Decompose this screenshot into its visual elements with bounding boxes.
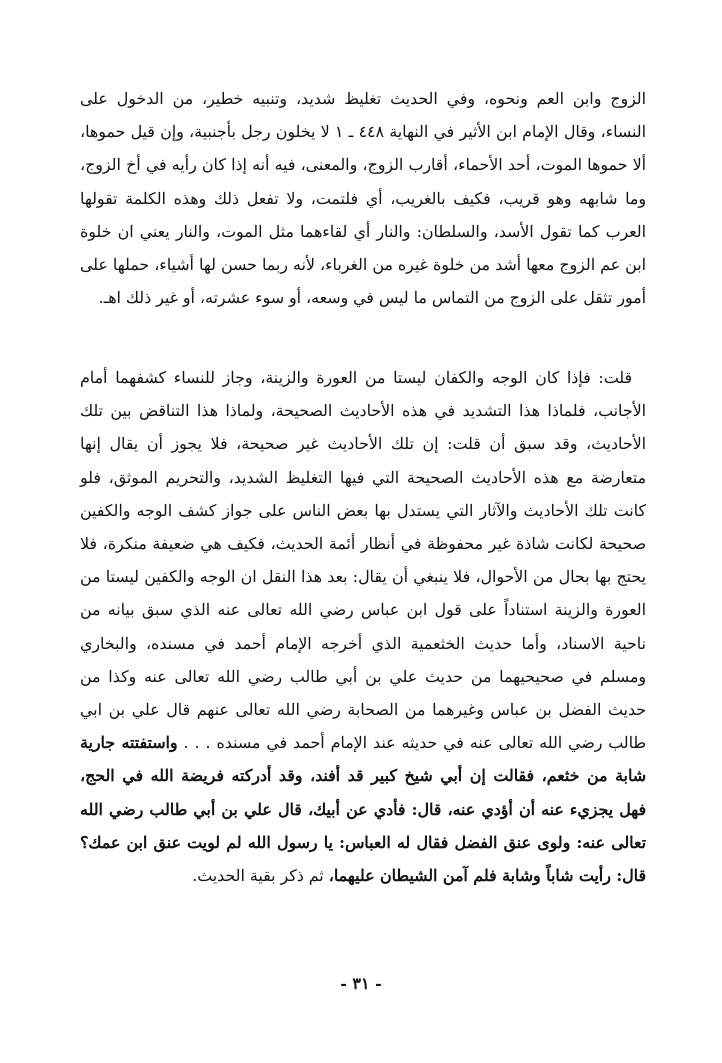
paragraph-1: الزوج وابن العم ونحوه، وفي الحديث تغليظ شديد، وتنبيه خطير، من الدخول على النساء، وقال الإمام ابن الأثير في النهاية ٤٤٨ ـ ١ لا يخلون رجل بأجنبية، وإن قيل حموها، ألا حموها الموت، أحد الأحماء، أقارب الزوج، والمعنى، فيه أنه إذا كان رأيه في أخ الزوج، وما شابهه وهو قريب، فكيف بالغريب، أي فلتمت، ولا تفعل ذلك وهذه الكلمة تقولها العرب كما تقول الأسد، والسلطان: والنار أي لقاءهما مثل الموت، والنار يعني ان خلوة ابن عم الزوج معها أشد من خلوة غيره من الغرباء، لأنه ربما حسن لها أشياء، حملها على أمور تثقل على الزوج من التماس ما ليس في وسعه، أو سوء عشرته، أو غير ذلك اهـ. — [80, 89, 646, 308]
hadith-quote: واستفتته جارية شابة من خثعم، فقالت إن أبي شيخ كبير قد أفند، وقد أدركته فريضة الله في الحج، فهل يجزيء عنه أن أؤدي عنه، قال: فأدي عن أبيك، قال علي بن أبي طالب رضي الله تعالى عنه: ولوى عنق الفضل فقال له العباس: يا رسول الله لم لويت عنق ابن عمك؟ قال: رأيت شاباً وشابة فلم آمن الشيطان عليهما، — [80, 733, 646, 886]
page-number: - ٣١ - — [340, 974, 382, 993]
paragraph-2-text: قلت: فإذا كان الوجه والكفان ليستا من العورة والزينة، وجاز للنساء كشفهما أمام الأجانب، فلماذا هذا التشديد في هذه الأحاديث الصحيحة، ولماذا هذا التناقض بين تلك الأحاديث، وقد سبق أن قلت: إن تلك الأحاديث غير صحيحة، فلا يجوز أن يقال إنها متعارضة مع هذه الأحاديث الصحيحة التي فيها التغليظ الشديد، والتحريم الموثق، فلو كانت تلك الأحاديث والآثار التي يستدل بها بعض الناس على جواز كشف الوجه والكفين صحيحة لكانت شاذة غير محفوظة في أنظار أئمة الحديث، فكيف هي ضعيفة منكرة، فلا يحتج بها بحال من الأحوال، فلا ينبغي أن يقال: بعد هذا النقل ان الوجه والكفين ليستا من العورة والزينة استناداً على قول ابن عباس رضي الله تعالى عنه الذي سبق بيانه من ناحية الاسناد، وأما حديث الخثعمية الذي أخرجه الإمام أحمد في مسنده، والبخاري ومسلم في صحيحيهما من حديث علي بن أبي طالب رضي الله تعالى عنه وكذا من حديث الفضل بن عباس وغيرهما من الصحابة رضي الله تعالى عنهم قال علي بن ابي طالب رضي الله تعالى عنه في حديثه عند الإمام أحمد في مسنده . . . — [80, 368, 647, 753]
paragraph-2-ending: ثم ذكر بقية الحديث. — [192, 866, 324, 886]
paragraph-2 — [80, 361, 646, 892]
